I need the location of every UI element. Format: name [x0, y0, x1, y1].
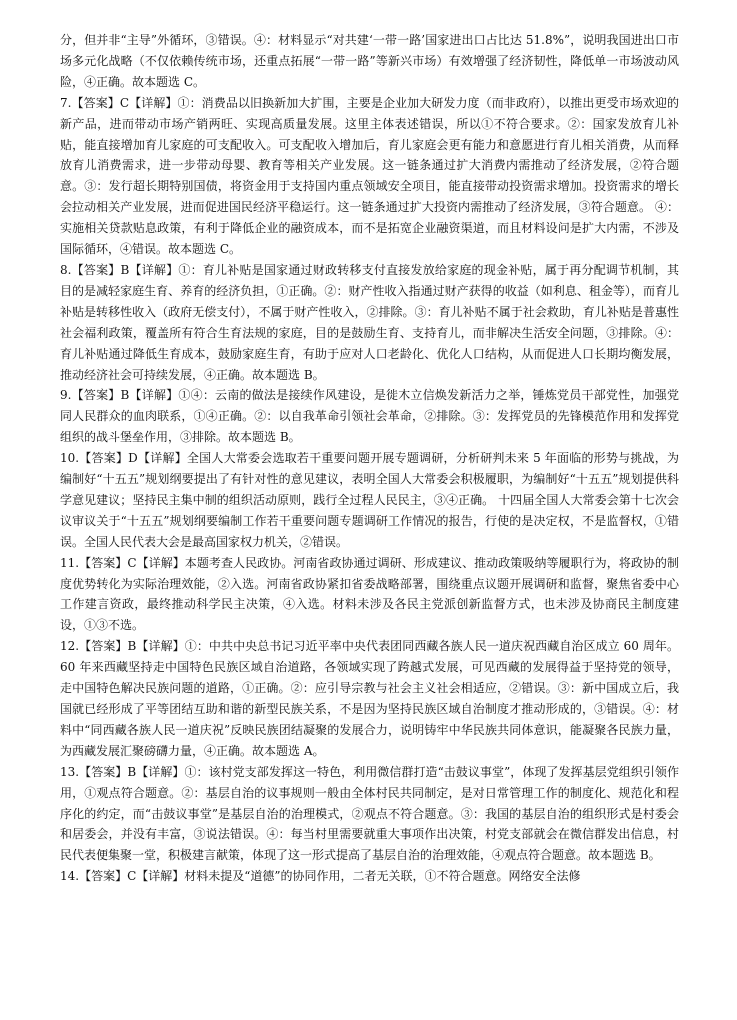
answer-paragraph-q9: 9.【答案】B【详解】①④：云南的做法是接续作风建设，是徙木立信焕发新活力之举，锤炼党员干部党性，加强党同人民群众的血肉联系，①④正确。②：以自我革命引领社会革命，②排除。③：发挥党员的先锋模范作用和发挥党组织的战斗堡垒作用，③排除。故本题选 B。	[60, 388, 679, 445]
answer-paragraph-q14: 14.【答案】C【详解】材料未提及“道德”的协同作用，二者无关联，①不符合题意。网络安全法修	[60, 869, 581, 884]
answer-paragraph-continuation: 分，但并非“主导”外循环，③错误。④：材料显示“对共建‘一带一路’国家进出口占比达 51.8%”，说明我国进出口市场多元化战略（不仅依赖传统市场，还重点拓展“一带一路”等新兴市场）有效增强了经济韧性，降低单一市场波动风险，④正确。故本题选 C。	[60, 33, 679, 89]
answer-paragraph-q11: 11.【答案】C【详解】本题考查人民政协。河南省政协通过调研、形成建议、推动政策吸纳等履职行为，将政协的制度优势转化为实际治理效能，②入选。河南省政协紧扣省委战略部署，围绕重点议题开展调研和监督，聚焦省委中心工作建言资政，最终推动科学民主决策，④入选。材料未涉及各民主党派创新监督方式，也未涉及协商民主制度建设，①③不选。	[60, 555, 679, 633]
answer-paragraph-q7: 7.【答案】C【详解】①：消费品以旧换新加大扩围，主要是企业加大研发力度（而非政府），以推出更受市场欢迎的新产品，进而带动市场产销两旺、实现高质量发展。这里主体表述错误，所以①不符合要求。②：国家发放育儿补贴，能直接增加育儿家庭的可支配收入。可支配收入增加后，育儿家庭会更有能力和意愿进行育儿相关消费，从而释放育儿消费需求，进一步带动母婴、教育等相关产业发展。这一链条通过扩大消费内需推动了经济发展，②符合题意。③：发行超长期特别国债，将资金用于支持国内重点领域安全项目，能直接带动投资需求增加。投资需求的增长会拉动相关产业发展，进而促进国民经济平稳运行。这一链条通过扩大投资内需推动了经济发展，③符合题意。 ④：实施相关贷款贴息政策，有利于降低企业的融资成本，而不是拓宽企业融资渠道，而且材料设问是扩大内需，不涉及国际循环，④错误。故本题选 C。	[60, 95, 679, 257]
answer-paragraph-q13: 13.【答案】B【详解】①：该村党支部发挥这一特色，利用微信群打造“击鼓议事堂”，体现了发挥基层党组织引领作用，①观点符合题意。②：基层自治的议事规则一般由全体村民共同制定，是对日常管理工作的制度化、规范化和程序化的约定，而“击鼓议事堂”是基层自治的治理模式，②观点不符合题意。③：我国的基层自治的组织形式是村委会和居委会，并没有丰富，③说法错误。④：每当村里需要就重大事项作出决策，村党支部就会在微信群发出信息，村民代表便集聚一堂，积极建言献策，体现了这一形式提高了基层自治的治理效能，④观点符合题意。故本题选 B。	[60, 764, 679, 863]
answer-paragraph-q10: 10.【答案】D【详解】全国人大常委会选取若干重要问题开展专题调研，分析研判未来 5 年面临的形势与挑战，为编制好“十五五”规划纲要提出了有针对性的意见建议，表明全国人大常委会积极履职，为编制好“十五五”规划提供科学意见建议；坚持民主集中制的组织活动原则，践行全过程人民民主，③④正确。 十四届全国人大常委会第十七次会议审议关于“十五五”规划纲要编制工作若干重要问题专题调研工作情况的报告，行使的是决定权，不是监督权，①错误。全国人民代表大会是最高国家权力机关，②错误。	[60, 451, 679, 549]
answer-paragraph-q8: 8.【答案】B【详解】①：育儿补贴是国家通过财政转移支付直接发放给家庭的现金补贴，属于再分配调节机制，其目的是减轻家庭生育、养育的经济负担，①正确。②：财产性收入指通过财产获得的收益（如利息、租金等），而育儿补贴是转移性收入（政府无偿支付），不属于财产性收入，②排除。③：育儿补贴不属于社会救助，育儿补贴是普惠性社会福利政策，覆盖所有符合生育法规的家庭，目的是鼓励生育、支持育儿，而非解决生活安全问题，③排除。④：育儿补贴通过降低生育成本，鼓励家庭生育，有助于应对人口老龄化、优化人口结构，从而促进人口长期均衡发展，推动经济社会可持续发展，④正确。故本题选 B。	[60, 262, 679, 382]
answer-paragraph-q12: 12.【答案】B【详解】①：中共中央总书记习近平率中央代表团同西藏各族人民一道庆祝西藏自治区成立 60 周年。60 年来西藏坚持走中国特色民族区域自治道路，各领域实现了跨越式发展，可见西藏的发展得益于坚持党的领导，走中国特色解决民族问题的道路，①正确。②：应引导宗教与社会主义社会相适应，②错误。③：新中国成立后，我国就已经形成了平等团结互助和谐的新型民族关系，不是因为坚持民族区域自治制度才推动形成的，③错误。④：材料中“同西藏各族人民一道庆祝”反映民族团结凝聚的发展合力，说明铸牢中华民族共同体意识，能凝聚各民族力量，为西藏发展汇聚磅礴力量，④正确。故本题选 A。	[60, 639, 679, 758]
